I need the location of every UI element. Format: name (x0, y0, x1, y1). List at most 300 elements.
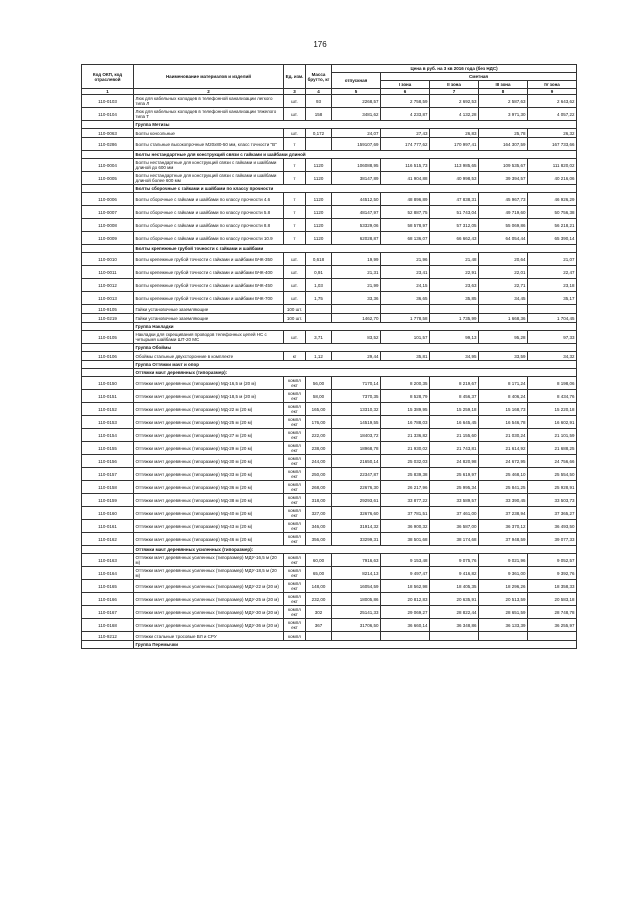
row-mass: 1120 (306, 172, 332, 185)
row-code: 110-0161 (82, 520, 134, 533)
row-code: 110-0150 (82, 377, 134, 390)
row-zone-price: 33 390,45 (479, 494, 528, 507)
row-zone-price: 38 174,68 (430, 533, 479, 546)
row-zone-price: 50 756,38 (528, 206, 577, 219)
row-zone-price: 9 075,76 (430, 554, 479, 567)
row-unit: компл ект (284, 481, 306, 494)
row-mass (306, 314, 332, 323)
row-zone-price: 36 587,00 (430, 520, 479, 533)
row-release-price: 21,99 (332, 279, 381, 292)
row-zone-price: 21 030,24 (479, 429, 528, 442)
row-name: Оттяжки мачт деревянных (типоразмер) МД-33 м (20 м) (134, 468, 284, 481)
row-release-price: 44512,50 (332, 193, 381, 206)
table-row (82, 305, 577, 314)
row-zone-price: 37 461,00 (430, 507, 479, 520)
row-zone-price: 37 365,27 (528, 507, 577, 520)
row-code: 110-0007 (82, 206, 134, 219)
row-release-price: 48147,97 (332, 206, 381, 219)
row-zone-price: 58 578,97 (381, 219, 430, 232)
table-row (82, 253, 577, 266)
row-name: Оттяжки мачт деревянных усиленных (типоразмер) МДУ-18,5 м (20 м) (134, 567, 284, 580)
row-name: Оттяжки мачт деревянных усиленных (типоразмер) МДУ-16,5 м (20 м) (134, 554, 284, 567)
row-zone-price: 3 971,30 (479, 108, 528, 121)
row-zone-price: 18 405,35 (430, 580, 479, 593)
row-zone-price: 9 497,47 (381, 567, 430, 580)
row-zone-price: 25,78 (479, 129, 528, 138)
group-row (82, 641, 577, 649)
row-unit: компл ект (284, 606, 306, 619)
row-zone-price: 64 054,44 (479, 232, 528, 245)
row-zone-price: 97,33 (528, 331, 577, 344)
row-zone-price: 24 820,98 (430, 455, 479, 468)
row-unit: т (284, 206, 306, 219)
row-mass: 0,618 (306, 253, 332, 266)
table-row (82, 279, 577, 292)
row-name: Оттяжки мачт деревянных усиленных (типоразмер) МДУ-22 м (20 м) (134, 580, 284, 593)
row-unit: т (284, 138, 306, 151)
row-release-price: 18403,72 (332, 429, 381, 442)
group-name: Группа Метизы (134, 121, 577, 129)
row-zone-price: 25 839,38 (381, 468, 430, 481)
row-release-price: 24,07 (332, 129, 381, 138)
row-unit: шт. (284, 266, 306, 279)
row-zone-price: 24,15 (381, 279, 430, 292)
row-name: Болты сборочные с гайками и шайбами по классу прочности 4.6 (134, 193, 284, 206)
row-zone-price: 174 777,62 (381, 138, 430, 151)
row-unit: 100 шт. (284, 305, 306, 314)
row-name: Оттяжки мачт деревянных (типоразмер) МД-18,5 м (20 м) (134, 390, 284, 403)
row-mass: 1120 (306, 232, 332, 245)
row-zone-price: 33,59 (479, 352, 528, 361)
row-unit: 100 шт. (284, 314, 306, 323)
table-row (82, 567, 577, 580)
row-code: 110-0013 (82, 292, 134, 305)
row-mass: 268,00 (306, 481, 332, 494)
row-code: 110-0012 (82, 279, 134, 292)
group-row (82, 369, 577, 377)
row-zone-price: 20 812,83 (381, 593, 430, 606)
row-zone-price: 16 546,78 (479, 416, 528, 429)
row-zone-price: 170 997,41 (430, 138, 479, 151)
row-name: Болты сборочные с гайками и шайбами по классу прочности 10.9 (134, 232, 284, 245)
row-mass: 327,00 (306, 507, 332, 520)
row-release-price: 8214,13 (332, 567, 381, 580)
row-mass: 367 (306, 619, 332, 632)
row-zone-price: 36 348,86 (430, 619, 479, 632)
table-row (82, 108, 577, 121)
row-release-price: 62028,87 (332, 232, 381, 245)
row-mass: 165,00 (306, 403, 332, 416)
row-unit: компл ект (284, 533, 306, 546)
row-mass: 148,00 (306, 580, 332, 593)
row-zone-price: 66 662,43 (430, 232, 479, 245)
row-zone-price: 1 778,58 (381, 314, 430, 323)
row-release-price: 13310,32 (332, 403, 381, 416)
row-name: Люк для кабельных колодцев в телефонной канализации тяжелого типа Т (134, 108, 284, 121)
row-name: Болты крепежные грубой точности с гайками и шайбами БЧК-350 (134, 253, 284, 266)
row-zone-price: 8 219,67 (430, 377, 479, 390)
row-name: Оттяжки мачт деревянных (типоразмер) МД-30 м (20 м) (134, 455, 284, 468)
row-name: Оттяжки мачт деревянных (типоразмер) МД-16,5 м (20 м) (134, 377, 284, 390)
row-name: Оттяжки мачт деревянных усиленных (типоразмер) МДУ-36 м (20 м) (134, 619, 284, 632)
row-zone-price: 28 748,78 (528, 606, 577, 619)
row-zone-price: 9 153,48 (381, 554, 430, 567)
row-zone-price: 38 501,68 (381, 533, 430, 546)
row-zone-price (381, 305, 430, 314)
row-zone-price (528, 632, 577, 641)
row-unit: шт. (284, 95, 306, 108)
row-zone-price: 16 645,45 (430, 416, 479, 429)
row-code: 110-0155 (82, 442, 134, 455)
row-mass: 176,00 (306, 416, 332, 429)
row-unit: компл ект (284, 567, 306, 580)
row-zone-price: 20 513,59 (479, 593, 528, 606)
row-name: Оттяжки мачт деревянных (типоразмер) МД-25 м (20 м) (134, 416, 284, 429)
row-zone-price: 8 200,35 (381, 377, 430, 390)
row-name: Болты крепежные грубой точности с гайками и шайбами БЧК-450 (134, 279, 284, 292)
row-code: 110-0106 (82, 352, 134, 361)
row-code: 110-0219 (82, 314, 134, 323)
table-row (82, 429, 577, 442)
row-zone-price (528, 305, 577, 314)
row-release-price: 31706,50 (332, 619, 381, 632)
row-zone-price: 25 554,50 (528, 468, 577, 481)
row-zone-price: 33 503,73 (528, 494, 577, 507)
row-name: Гайки установочные заземляющие (134, 305, 284, 314)
header-unit: Ед. изм. (284, 65, 306, 89)
row-zone-price: 15 220,18 (528, 403, 577, 416)
group-row (82, 344, 577, 352)
row-zone-price (479, 305, 528, 314)
row-zone-price: 22,71 (479, 279, 528, 292)
row-unit: компл (284, 632, 306, 641)
row-zone-price: 18 296,26 (479, 580, 528, 593)
row-zone-price: 39 394,57 (479, 172, 528, 185)
row-zone-price: 25 928,91 (528, 481, 577, 494)
row-name: Оттяжки мачт деревянных (типоразмер) МД-27 м (20 м) (134, 429, 284, 442)
row-release-price: 29293,61 (332, 494, 381, 507)
row-zone-price: 65 390,14 (528, 232, 577, 245)
row-zone-price: 36 660,14 (381, 619, 430, 632)
row-name: Болты крепежные грубой точности с гайками и шайбами БЧК-400 (134, 266, 284, 279)
row-zone-price: 9 021,96 (479, 554, 528, 567)
row-zone-price: 26,83 (430, 129, 479, 138)
group-name: Оттяжки мачт деревянных (типоразмер): (134, 369, 577, 377)
row-mass: 0,91 (306, 266, 332, 279)
row-code: 110-0010 (82, 253, 134, 266)
row-release-price: 106088,95 (332, 159, 381, 172)
row-release-price: 32676,60 (332, 507, 381, 520)
row-name: Оттяжки мачт деревянных (типоразмер) МД-36 м (20 м) (134, 481, 284, 494)
row-zone-price: 29 069,27 (381, 606, 430, 619)
row-name: Оттяжки мачт деревянных (типоразмер) МД-46 м (20 м) (134, 533, 284, 546)
table-row (82, 129, 577, 138)
row-unit: т (284, 193, 306, 206)
col-number: 9 (528, 89, 577, 95)
row-zone-price: 4 057,22 (528, 108, 577, 121)
col-number: 4 (306, 89, 332, 95)
row-zone-price: 25 468,10 (479, 468, 528, 481)
row-release-price: 18968,78 (332, 442, 381, 455)
row-zone-price: 15 389,95 (381, 403, 430, 416)
row-code: 110-0160 (82, 507, 134, 520)
row-code: 110-0005 (82, 172, 134, 185)
row-unit: компл ект (284, 580, 306, 593)
col-number: 6 (381, 89, 430, 95)
row-release-price: 14519,55 (332, 416, 381, 429)
row-release-price: 21650,14 (332, 455, 381, 468)
row-release-price: 16054,59 (332, 580, 381, 593)
row-code: 110-0162 (82, 533, 134, 546)
row-mass: 244,00 (306, 455, 332, 468)
row-zone-price: 109 535,67 (479, 159, 528, 172)
table-row (82, 619, 577, 632)
row-mass: 346,00 (306, 520, 332, 533)
row-zone-price: 15 168,73 (479, 403, 528, 416)
row-release-price: 29,44 (332, 352, 381, 361)
row-zone-price: 33 877,22 (381, 494, 430, 507)
row-mass: 93 (306, 95, 332, 108)
row-zone-price: 116 515,73 (381, 159, 430, 172)
table-row (82, 606, 577, 619)
row-release-price: 7170,14 (332, 377, 381, 390)
row-mass: 1120 (306, 206, 332, 219)
group-row (82, 151, 577, 159)
row-mass: 250,00 (306, 468, 332, 481)
row-zone-price: 48 896,89 (381, 193, 430, 206)
table-row (82, 390, 577, 403)
group-row (82, 121, 577, 129)
row-zone-price: 23,63 (430, 279, 479, 292)
row-zone-price: 26 217,96 (381, 481, 430, 494)
row-code: 110-0286 (82, 138, 134, 151)
row-code: 110-0166 (82, 593, 134, 606)
table-row (82, 331, 577, 344)
row-release-price: 21,31 (332, 266, 381, 279)
row-zone-price (479, 632, 528, 641)
row-mass: 65,00 (306, 567, 332, 580)
row-zone-price: 51 743,04 (430, 206, 479, 219)
row-zone-price: 25 619,97 (430, 468, 479, 481)
row-mass: 232,00 (306, 593, 332, 606)
row-zone-price: 4 233,87 (381, 108, 430, 121)
row-unit: компл ект (284, 520, 306, 533)
row-zone-price: 1 704,45 (528, 314, 577, 323)
row-release-price (332, 305, 381, 314)
row-name: Болты сборочные с гайками и шайбами по классу прочности 8.8 (134, 219, 284, 232)
row-code: 110-0164 (82, 567, 134, 580)
row-zone-price: 36 370,12 (479, 520, 528, 533)
row-zone-price: 57 312,05 (430, 219, 479, 232)
row-zone-price: 20 583,18 (528, 593, 577, 606)
group-name: Группа Перемычки (134, 641, 577, 649)
row-mass: 1,12 (306, 352, 332, 361)
table-row (82, 314, 577, 323)
group-name: Болты сборочные с гайками и шайбами по классу прочности (134, 185, 577, 193)
row-zone-price: 95,28 (479, 331, 528, 344)
row-code: 110-0165 (82, 580, 134, 593)
row-unit: компл ект (284, 416, 306, 429)
row-release-price: 83,52 (332, 331, 381, 344)
row-zone-price: 21,07 (528, 253, 577, 266)
row-unit: компл ект (284, 507, 306, 520)
row-unit: компл ект (284, 390, 306, 403)
row-zone-price: 28 822,44 (430, 606, 479, 619)
row-name: Оттяжки стальные тросовые ВЛ и СРУ (134, 632, 284, 641)
table-body (82, 95, 577, 649)
row-name: Оттяжки мачт деревянных (типоразмер) МД-43 м (20 м) (134, 520, 284, 533)
row-zone-price: 25 841,25 (479, 481, 528, 494)
row-zone-price: 9 052,57 (528, 554, 577, 567)
row-zone-price: 35,17 (528, 292, 577, 305)
row-zone-price: 40 216,06 (528, 172, 577, 185)
row-release-price: 33,36 (332, 292, 381, 305)
row-zone-price: 34,95 (430, 352, 479, 361)
row-zone-price: 23,41 (381, 266, 430, 279)
row-zone-price (381, 632, 430, 641)
row-code: 110-0011 (82, 266, 134, 279)
row-unit: т (284, 159, 306, 172)
row-name: Болты нестандартные для конструкций связи с гайками и шайбами длиной более 600 мм (134, 172, 284, 185)
row-release-price: 19,99 (332, 253, 381, 266)
row-release-price: 3481,62 (332, 108, 381, 121)
group-row (82, 546, 577, 554)
row-zone-price: 21 101,59 (528, 429, 577, 442)
row-name: Болты крепежные грубой точности с гайками и шайбами БЧК-700 (134, 292, 284, 305)
table-row (82, 266, 577, 279)
row-zone-price: 8 528,79 (381, 390, 430, 403)
row-unit: шт. (284, 331, 306, 344)
col-number: 5 (332, 89, 381, 95)
row-unit: шт. (284, 292, 306, 305)
row-zone-price: 4 132,28 (430, 108, 479, 121)
row-mass: 56,00 (306, 377, 332, 390)
row-name: Болты стальные высокопрочные М20х80-50 мм, класс точности "В" (134, 138, 284, 151)
row-code: 110-0151 (82, 390, 134, 403)
header-code: Код ОКП, код отраслевой (82, 65, 134, 89)
row-name: Обоймы стальные двухсторонние в комплекте (134, 352, 284, 361)
row-zone-price: 21 336,82 (381, 429, 430, 442)
row-unit: шт. (284, 129, 306, 138)
group-name: Оттяжки мачт деревянных усиленных (типоразмер): (134, 546, 577, 554)
row-code: 110-0167 (82, 606, 134, 619)
row-release-price (332, 632, 381, 641)
group-name: Группа Оттяжки мачт и опор (134, 361, 577, 369)
row-unit: компл ект (284, 554, 306, 567)
table-row (82, 533, 577, 546)
row-unit: компл ект (284, 442, 306, 455)
row-code: 110-0163 (82, 554, 134, 567)
table-row (82, 403, 577, 416)
row-zone-price: 34,45 (479, 292, 528, 305)
table-row (82, 352, 577, 361)
table-row (82, 580, 577, 593)
row-zone-price: 9 392,76 (528, 567, 577, 580)
row-zone-price: 39 077,33 (528, 533, 577, 546)
table-row (82, 520, 577, 533)
row-zone-price: 22,47 (528, 266, 577, 279)
group-row (82, 185, 577, 193)
row-zone-price: 21 155,60 (430, 429, 479, 442)
row-unit: т (284, 172, 306, 185)
row-mass: 60,00 (306, 554, 332, 567)
row-release-price: 1462,70 (332, 314, 381, 323)
row-code: 110-0156 (82, 455, 134, 468)
row-zone-price: 25 032,03 (381, 455, 430, 468)
row-zone-price: 9 361,00 (479, 567, 528, 580)
row-zone-price: 2 692,53 (430, 95, 479, 108)
row-code: 110-9105 (82, 305, 134, 314)
row-zone-price: 25 995,34 (430, 481, 479, 494)
row-name: Накладки для скрещивания проводов телефонных цепей НС с четырьмя шайбами ШТ-20 МС (134, 331, 284, 344)
row-zone-price: 113 985,65 (430, 159, 479, 172)
row-unit: кг (284, 352, 306, 361)
row-zone-price: 8 171,24 (479, 377, 528, 390)
row-zone-price: 36 493,50 (528, 520, 577, 533)
row-zone-price (430, 632, 479, 641)
row-zone-price: 2 643,62 (528, 95, 577, 108)
row-zone-price: 167 733,66 (528, 138, 577, 151)
row-release-price: 33299,31 (332, 533, 381, 546)
table-row (82, 593, 577, 606)
row-mass: 1,75 (306, 292, 332, 305)
row-unit: шт. (284, 108, 306, 121)
col-number: 1 (82, 89, 134, 95)
group-row (82, 323, 577, 331)
row-mass: 3,71 (306, 331, 332, 344)
row-zone-price: 9 416,82 (430, 567, 479, 580)
row-zone-price: 164 307,59 (479, 138, 528, 151)
row-unit: компл ект (284, 455, 306, 468)
row-zone-price: 21 930,02 (381, 442, 430, 455)
row-name: Оттяжки мачт деревянных усиленных (типоразмер) МДУ-25 м (20 м) (134, 593, 284, 606)
table-row (82, 416, 577, 429)
row-mass: 0,172 (306, 129, 332, 138)
row-code: 110-0105 (82, 331, 134, 344)
row-unit: т (284, 232, 306, 245)
row-mass: 238,00 (306, 442, 332, 455)
row-unit: шт. (284, 253, 306, 266)
group-name: Группа Обоймы (134, 344, 577, 352)
row-code: 110-0063 (82, 129, 134, 138)
row-zone-price: 21 614,92 (479, 442, 528, 455)
row-zone-price: 52 887,75 (381, 206, 430, 219)
row-mass (306, 632, 332, 641)
row-unit: компл ект (284, 377, 306, 390)
row-zone-price: 27,43 (381, 129, 430, 138)
row-zone-price: 21,48 (430, 253, 479, 266)
row-unit: т (284, 219, 306, 232)
row-release-price: 53329,06 (332, 219, 381, 232)
row-mass: 222,00 (306, 429, 332, 442)
table-header (82, 65, 577, 95)
row-mass (306, 138, 332, 151)
row-release-price: 7370,35 (332, 390, 381, 403)
row-name: Люк для кабельных колодцев в телефонной канализации легкого типа Л (134, 95, 284, 108)
table-row (82, 292, 577, 305)
row-zone-price: 28 651,59 (479, 606, 528, 619)
row-zone-price: 21 688,25 (528, 442, 577, 455)
table-row (82, 219, 577, 232)
row-zone-price: 111 820,02 (528, 159, 577, 172)
row-code: 110-0009 (82, 232, 134, 245)
row-zone-price: 8 456,37 (430, 390, 479, 403)
row-code: 110-0154 (82, 429, 134, 442)
table-row (82, 159, 577, 172)
row-zone-price: 21,96 (381, 253, 430, 266)
row-zone-price: 56 218,21 (528, 219, 577, 232)
header-price-group: Цена в руб. на 3 кв 2016 года (без НДС) (332, 65, 577, 73)
